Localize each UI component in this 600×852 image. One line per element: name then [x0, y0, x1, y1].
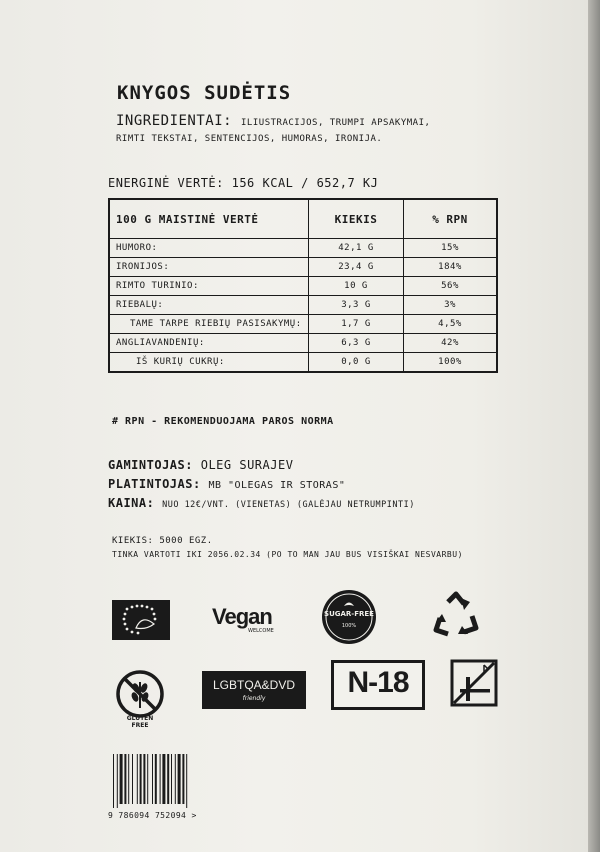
lgbt-subtext: friendly: [242, 695, 266, 702]
row-name: ANGLIAVANDENIŲ:: [109, 334, 309, 353]
header-rpn: % RPN: [404, 199, 498, 239]
energy-value: ENERGINĖ VERTĖ: 156 KCAL / 652,7 KJ: [108, 176, 379, 190]
age-rating-text: N-18: [347, 666, 409, 699]
distributor-label: PLATINTOJAS:: [108, 477, 201, 491]
eu-organic-logo: [112, 600, 170, 640]
vegan-logo-subtext: WELCOME: [248, 628, 274, 634]
row-amount: 6,3 G: [309, 334, 404, 353]
nutrition-table: [108, 198, 498, 373]
gluten-free-icon: [114, 668, 166, 720]
leaf-icon: [112, 600, 170, 640]
header-amount: KIEKIS: [309, 199, 404, 239]
producer-line: [108, 458, 293, 472]
quantity-text: KIEKIS: 5000 EGZ.: [112, 536, 213, 546]
distributor-value: MB "OLEGAS IR STORAS": [208, 480, 346, 491]
table-row: [109, 334, 497, 353]
price-label: KAINA:: [108, 496, 155, 510]
sugar-free-text: SUGAR-FREE: [324, 610, 374, 618]
age-rating-badge: [331, 660, 425, 710]
ingredients-label: INGREDIENTAI:: [116, 113, 233, 129]
gluten-free-text: GLUTEN FREE: [126, 715, 154, 729]
distributor-line: [108, 477, 345, 491]
row-name: RIEBALŲ:: [109, 296, 309, 315]
row-rpn: 3%: [404, 296, 498, 315]
no-tipping-icon: [450, 659, 498, 707]
table-row: [109, 315, 497, 334]
row-rpn: 56%: [404, 277, 498, 296]
table-row: [109, 296, 497, 315]
best-before-text: TINKA VARTOTI IKI 2056.02.34 (PO TO MAN JAU BUS VISIŠKAI NESVARBU): [112, 550, 463, 559]
table-row: [109, 239, 497, 258]
row-rpn: 100%: [404, 353, 498, 373]
producer-label: GAMINTOJAS:: [108, 458, 193, 472]
producer-value: OLEG SURAJEV: [200, 458, 294, 472]
price-line: [108, 496, 415, 510]
table-row: [109, 258, 497, 277]
row-name: IRONIJOS:: [109, 258, 309, 277]
row-name: RIMTO TURINIO:: [109, 277, 309, 296]
rpn-footnote: # RPN - REKOMENDUOJAMA PAROS NORMA: [112, 416, 334, 427]
page-title: KNYGOS SUDĖTIS: [117, 82, 292, 104]
page-edge: [588, 0, 600, 852]
ingredients-line-2: RIMTI TEKSTAI, SENTENCIJOS, HUMORAS, IRONIJA.: [116, 134, 383, 144]
row-rpn: 4,5%: [404, 315, 498, 334]
row-amount: 10 G: [309, 277, 404, 296]
barcode-number: 9 786094 752094 >: [108, 811, 197, 820]
row-amount: 3,3 G: [309, 296, 404, 315]
row-rpn: 42%: [404, 334, 498, 353]
price-value: NUO 12€/VNT. (VIENETAS) (GALĖJAU NETRUMPINTI): [162, 500, 415, 510]
lgbt-friendly-logo: [202, 671, 306, 709]
table-row: [109, 277, 497, 296]
table-header-row: [109, 199, 497, 239]
table-row: [109, 353, 497, 373]
row-name: TAME TARPE RIEBIŲ PASISAKYMŲ:: [109, 315, 309, 334]
row-name: IŠ KURIŲ CUKRŲ:: [109, 353, 309, 373]
sugar-free-subtext: 100%: [341, 623, 357, 629]
lgbt-text: LGBTQA&DVD: [212, 678, 296, 692]
row-amount: 23,4 G: [309, 258, 404, 277]
row-name: HUMORO:: [109, 239, 309, 258]
recycle-icon: [428, 588, 484, 644]
header-nutrition: 100 G MAISTINĖ VERTĖ: [109, 199, 309, 239]
row-amount: 0,0 G: [309, 353, 404, 373]
row-rpn: 184%: [404, 258, 498, 277]
vegan-logo-text: Vegan: [212, 604, 272, 629]
ingredients-line-1: ILIUSTRACIJOS, TRUMPI APSAKYMAI,: [241, 118, 431, 128]
row-rpn: 15%: [404, 239, 498, 258]
row-amount: 1,7 G: [309, 315, 404, 334]
barcode: [112, 754, 208, 808]
ingredients-block: [116, 113, 430, 145]
row-amount: 42,1 G: [309, 239, 404, 258]
sugar-free-seal: [322, 590, 376, 644]
